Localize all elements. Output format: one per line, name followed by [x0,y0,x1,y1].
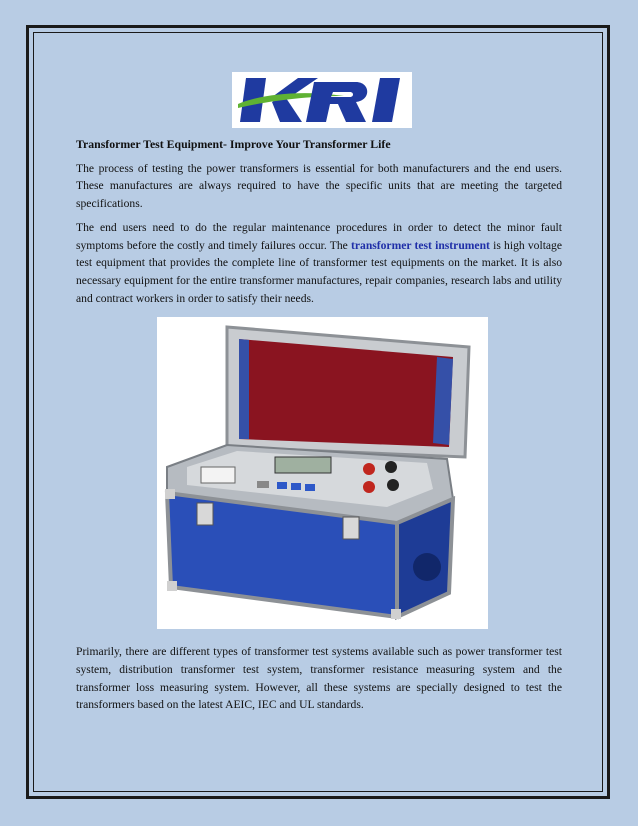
paragraph-2 [76,219,562,308]
transformer-tester-case-image [157,317,488,629]
transformer-test-instrument-link[interactable]: transformer test instrument [351,238,490,252]
article-title: Transformer Test Equipment- Improve Your Transformer Life [76,137,391,151]
kri-logo [232,72,412,128]
paragraph-1: The process of testing the power transformers is essential for both manufacturers and the end users. These manufactures are always required to have the specific units that are meeting the targeted specifications. [76,161,562,211]
paragraph-3: Primarily, there are different types of transformer test systems available such as power transformer test system, distribution transformer test system, transformer resistance measuring system and the transformer loss measuring system. However, all these systems are specially designed to test the transformers based on the latest AEIC, IEC and UL standards. [76,645,562,712]
document-body [76,72,562,714]
paragraph-2-text-b: is high voltage test equipment that provides the complete line of transformer test equipments on the market. It is also necessary equipment for the entire transformer manufactures, repair companies, research labs and utility and contract workers in order to satisfy their needs. [76,238,563,305]
paragraph-2-text-a: The end users need to do the regular maintenance procedures in order to detect the minor fault symptoms before the costly and timely failures occur. The [76,220,562,252]
